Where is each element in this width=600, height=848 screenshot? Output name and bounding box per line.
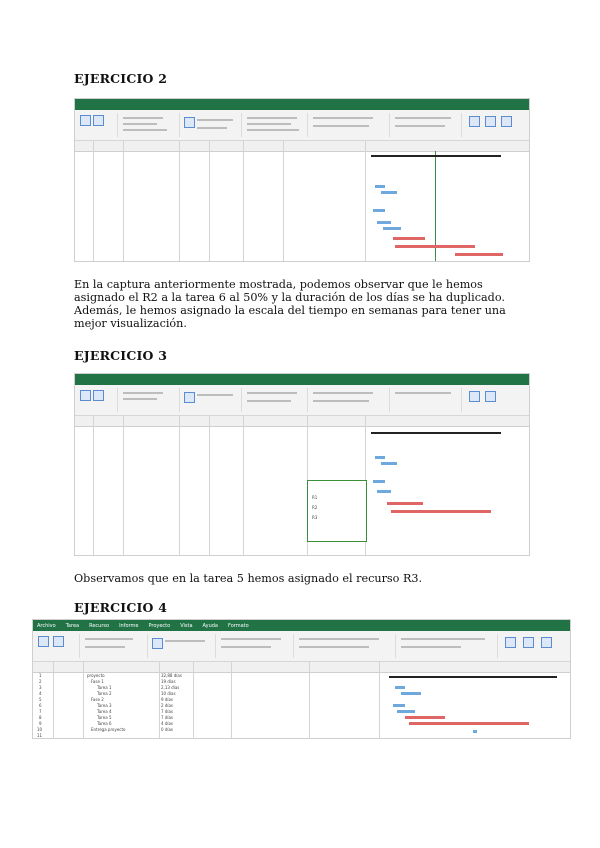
tab-proyecto[interactable]: Proyecto [148, 622, 171, 629]
task-duration[interactable]: 7 días [161, 709, 174, 714]
row-id: 11 [37, 733, 43, 738]
dropdown-option-r2[interactable]: R2 [312, 505, 318, 510]
row-id: 10 [37, 727, 43, 732]
screenshot-ms-project-3 [32, 619, 571, 739]
paragraph-ejercicio-3: Observamos que en la tarea 5 hemos asignado el recurso R3. [74, 572, 423, 585]
task-name[interactable]: Tarea 6 [97, 721, 112, 726]
tab-tarea[interactable]: Tarea [65, 622, 80, 629]
paragraph-ejercicio-2-b: Además, le hemos asignado la escala del tiempo en semanas para tener una mejor visualización. [74, 304, 506, 330]
row-id: 8 [39, 715, 42, 720]
task-name[interactable]: Tarea 5 [97, 715, 112, 720]
ribbon [75, 385, 529, 416]
tab-archivo[interactable]: Archivo [37, 622, 56, 629]
row-id: 1 [39, 673, 42, 678]
dropdown-option-r1[interactable]: R1 [312, 495, 318, 500]
heading-ejercicio-2: EJERCICIO 2 [74, 71, 168, 86]
task-name[interactable]: Tarea 4 [97, 709, 112, 714]
task-name[interactable]: proyecto [87, 673, 105, 678]
ribbon [33, 631, 570, 662]
heading-ejercicio-4: EJERCICIO 4 [74, 600, 168, 615]
task-duration[interactable]: 32,88 días [161, 673, 182, 678]
task-duration[interactable]: 9 días [161, 697, 174, 702]
task-name[interactable]: Fase 1 [91, 679, 104, 684]
row-id: 7 [39, 709, 42, 714]
task-duration[interactable]: 0 días [161, 727, 174, 732]
tab-ayuda[interactable]: Ayuda [202, 622, 218, 629]
row-id: 5 [39, 697, 42, 702]
title-bar [33, 620, 570, 631]
task-duration[interactable]: 2,13 días [161, 685, 180, 690]
task-name[interactable]: Tarea 3 [97, 703, 112, 708]
task-name[interactable]: Tarea 2 [97, 691, 112, 696]
screenshot-ms-project-2 [74, 373, 530, 556]
gantt-grid [33, 662, 570, 738]
tab-vista[interactable]: Vista [180, 622, 193, 629]
gantt-grid [75, 141, 529, 261]
task-name[interactable]: Fase 2 [91, 697, 104, 702]
task-duration[interactable]: 19 días [161, 679, 176, 684]
tab-informe[interactable]: Informe [119, 622, 139, 629]
row-id: 9 [39, 721, 42, 726]
row-id: 2 [39, 679, 42, 684]
task-name[interactable]: Entrega proyecto [91, 727, 126, 732]
row-id: 4 [39, 691, 42, 696]
resource-dropdown[interactable] [307, 480, 367, 542]
tab-formato[interactable]: Formato [228, 622, 249, 629]
tab-recurso[interactable]: Recurso [89, 622, 110, 629]
dropdown-option-r3[interactable]: R3 [312, 515, 318, 520]
row-id: 6 [39, 703, 42, 708]
task-name[interactable]: Tarea 1 [97, 685, 112, 690]
screenshot-ms-project-1 [74, 98, 530, 262]
task-duration[interactable]: 2 días [161, 703, 174, 708]
ribbon [75, 110, 529, 141]
row-id: 3 [39, 685, 42, 690]
title-bar [75, 374, 529, 385]
task-duration[interactable]: 10 días [161, 691, 176, 696]
gantt-grid [75, 416, 529, 555]
task-duration[interactable]: 4 días [161, 721, 174, 726]
heading-ejercicio-3: EJERCICIO 3 [74, 348, 168, 363]
paragraph-ejercicio-2-a: En la captura anteriormente mostrada, podemos observar que le hemos asignado el R2 a la tarea 6 al 50% y la duración de los días se ha duplicado. [74, 278, 505, 304]
task-duration[interactable]: 7 días [161, 715, 174, 720]
title-bar [75, 99, 529, 110]
